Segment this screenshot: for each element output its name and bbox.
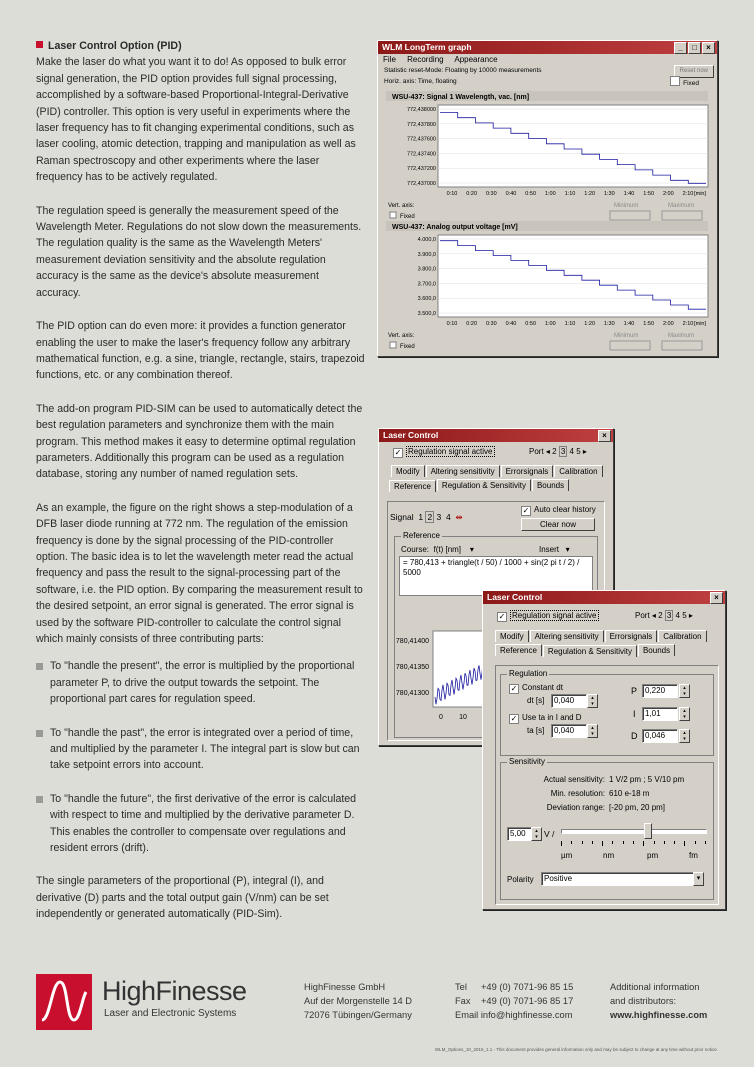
use-ta[interactable]: ✓ Use ta in I and D	[510, 713, 582, 723]
gain-field[interactable]: 5,00	[507, 827, 533, 841]
horiz-fixed-checkbox[interactable]	[670, 76, 680, 86]
clear-now-button[interactable]: Clear now	[521, 518, 595, 531]
x-tick-label: 0:10	[446, 191, 458, 197]
gray-square-icon	[36, 796, 43, 803]
graph-title-bar	[378, 41, 717, 54]
insert-dropdown[interactable]: Insert ▾	[539, 545, 570, 554]
sensitivity-slider[interactable]	[561, 821, 705, 851]
i-spinner[interactable]: ▴ ▾	[679, 707, 690, 721]
sensitivity-group: Sensitivity Actual sensitivity: 1 V/2 pm ; 5 V/10 pm Min. resolution: 610 e-18 m Deviation range: [-20 pm, 20 pm] 5,00 ▴ ▾ V / µm nm pm fm Polarity Positive ▾	[500, 762, 714, 900]
tab-modify[interactable]: Modify	[391, 465, 425, 477]
y-tick-label: 772,437200	[406, 166, 436, 173]
tab-calibration[interactable]: Calibration	[658, 630, 706, 642]
x-tick-label: 1:00	[544, 321, 556, 327]
brand-subtitle: Laser and Electronic Systems	[104, 1008, 237, 1019]
longterm-charts	[378, 87, 715, 351]
paragraph-intro: Make the laser do what you want it to do! As opposed to bulk error signal generation, the PID option provides full signal processing, accomplished by a software-based Proportional-Integral-Derivative (PID) controller. This option is very useful in experiments where the laser frequency has to fit changing experimental conditions, such as laser cooling, atomic detection, trapping and manipulation as well as Raman spectroscopy and other experiments where the laser frequency has to be actively regulated.	[36, 56, 356, 184]
slider-tick	[664, 841, 665, 844]
lc1-regulation-active[interactable]: ✓ Regulation signal active	[394, 447, 493, 457]
reset-now-button[interactable]: Reset now	[674, 65, 714, 78]
x-tick-label: 0:50	[525, 191, 537, 197]
slider-tick	[612, 841, 613, 844]
maximize-icon[interactable]: □	[688, 42, 701, 54]
gray-square-icon	[36, 730, 43, 737]
x-tick-label: 0:50	[525, 321, 537, 327]
ref-x-tick-label: 10	[459, 714, 467, 721]
lc1-reference-plot	[395, 627, 495, 737]
tab-errorsignals[interactable]: Errorsignals	[605, 630, 658, 642]
ta-field[interactable]: 0,040	[551, 724, 587, 738]
vert-axis-label: Vert. axis:	[388, 203, 415, 209]
plot-area	[438, 235, 708, 317]
tab-calibration[interactable]: Calibration	[554, 465, 602, 477]
tab-altering[interactable]: Altering sensitivity	[530, 630, 604, 642]
slider-tick	[633, 841, 634, 844]
y-tick-label: 772,437400	[406, 151, 436, 158]
vert-fixed-label: Fixed	[400, 344, 415, 350]
voltage-chart	[386, 221, 708, 350]
article-text	[36, 38, 366, 940]
tab-reference[interactable]: Reference	[389, 480, 436, 492]
longterm-graph-window	[377, 40, 718, 357]
lc2-regulation-checkbox[interactable]: ✓	[498, 612, 506, 621]
slider-tick	[571, 841, 572, 844]
vert-fixed-checkbox	[390, 212, 396, 218]
y-tick-label: 3.700,0	[417, 281, 436, 288]
red-square-icon	[36, 41, 43, 48]
lc2-title-bar: Laser Control ×	[483, 591, 725, 604]
slider-tick	[654, 841, 655, 844]
email-link[interactable]: Email info@highfinesse.com	[455, 1010, 573, 1020]
minimum-label: Minimum	[614, 203, 639, 209]
wavelength-chart	[386, 91, 708, 220]
minimize-icon[interactable]: _	[674, 42, 687, 54]
polarity-select[interactable]: Positive	[541, 872, 697, 886]
tab-errorsignals[interactable]: Errorsignals	[501, 465, 554, 477]
slider-tick	[684, 841, 685, 846]
course-formula-field[interactable]: = 780,413 + triangle(t / 50) / 1000 + sin(2 pi t / 2) / 5000	[399, 556, 593, 596]
y-tick-label: 772,437800	[406, 121, 436, 128]
tab-bounds[interactable]: Bounds	[532, 479, 569, 491]
maximum-field	[662, 341, 702, 350]
x-tick-label: 1:50	[643, 191, 655, 197]
vert-fixed-label: Fixed	[400, 214, 415, 220]
y-tick-label: 3.500,0	[417, 311, 436, 317]
d-spinner[interactable]: ▴ ▾	[679, 729, 690, 743]
info-block: Additional information and distributors: www.highfinesse.com	[610, 982, 708, 1020]
close-icon[interactable]: ×	[710, 592, 723, 604]
x-tick-label: 0:20	[466, 321, 478, 327]
ref-y-tick-label: 780,41300	[395, 690, 429, 697]
laser-control-window-2	[482, 590, 726, 910]
d-field[interactable]: 0,046	[642, 729, 678, 743]
x-tick-label: 0:20	[466, 191, 478, 197]
tab-bounds[interactable]: Bounds	[638, 644, 675, 656]
lc1-title-bar: Laser Control ×	[379, 429, 613, 442]
x-tick-label: 0:10	[446, 321, 458, 327]
dt-field[interactable]: 0,040	[551, 694, 587, 708]
reference-group: Reference Course: f(t) [nm] ▾ Insert ▾ = 780,413 + triangle(t / 50) / 1000 + sin(2 pi t / 2) / 5000 780,41400 780,41350 780,41300 0 10	[394, 536, 598, 738]
slider-tick	[623, 841, 624, 844]
chevron-down-icon[interactable]: ▾	[693, 872, 704, 886]
close-icon[interactable]: ×	[702, 42, 715, 54]
x-tick-label: 1:40	[623, 321, 635, 327]
chart-title: WSU-437: Analog output voltage [mV]	[392, 224, 518, 231]
constant-dt-checkbox[interactable]: ✓	[510, 684, 518, 693]
graph-title: WLM LongTerm graph	[382, 42, 472, 52]
fine-print: WLM_Options_10_2015_1.1 - This document provides general information only and may be subject to change at any time without prior notice.	[434, 1047, 718, 1052]
x-tick-label: 2:00	[662, 321, 674, 327]
x-tick-label: 1:20	[584, 191, 596, 197]
tab-altering[interactable]: Altering sensitivity	[426, 465, 500, 477]
x-tick-label: 0:30	[485, 321, 497, 327]
x-unit-label: [min]	[694, 321, 706, 327]
x-tick-label: 1:30	[603, 191, 615, 197]
slider-tick	[674, 841, 675, 844]
bullet-future: To "handle the future", the first derivative of the error is calculated with respect to time and multiplied by the derivative parameter D. This enables the controller to compensate over regulations and resident errors (drift).	[36, 791, 366, 857]
y-tick-label: 3.600,0	[417, 296, 436, 303]
footer	[0, 970, 754, 1030]
ref-x-tick-label: 0	[439, 714, 443, 721]
menu-appearance[interactable]: Appearance	[454, 55, 498, 64]
vert-fixed-checkbox	[390, 342, 396, 348]
ref-y-tick-label: 780,41350	[395, 664, 429, 671]
slider-scale: µm nm pm fm	[561, 851, 698, 860]
y-tick-label: 772,438000	[406, 107, 436, 113]
tab-reference[interactable]: Reference	[495, 644, 542, 656]
tab-regulation[interactable]: Regulation & Sensitivity	[543, 645, 637, 657]
contact-block: Tel +49 (0) 7071-96 85 15 Fax +49 (0) 7071-96 85 17 Email info@highfinesse.com	[455, 982, 574, 1020]
vert-axis-label: Vert. axis:	[388, 333, 415, 339]
lc1-port-selector[interactable]: Port ◂ 2 3 4 5 ▸	[529, 447, 587, 456]
tab-regulation[interactable]: Regulation & Sensitivity	[437, 479, 531, 491]
lc2-port-selector[interactable]: Port ◂ 2 3 4 5 ▸	[635, 611, 693, 620]
y-tick-label: 772,437000	[406, 181, 436, 187]
paragraph-parameters: The single parameters of the proportional (P), integral (I), and derivative (D) parts and the total output gain (V/nm) can be set independently or generated automatically (PID-Sim).	[36, 875, 329, 921]
i-field[interactable]: 1,01	[642, 707, 678, 721]
lc1-regulation-checkbox[interactable]: ✓	[394, 448, 402, 457]
x-tick-label: 1:10	[564, 321, 576, 327]
x-tick-label: 1:20	[584, 321, 596, 327]
x-tick-label: 2:10	[682, 191, 694, 197]
x-tick-label: 2:00	[662, 191, 674, 197]
minimum-field	[610, 211, 650, 220]
lc2-tab-panel	[495, 665, 719, 905]
x-tick-label: 1:10	[564, 191, 576, 197]
slider-tick	[705, 841, 706, 844]
bullet-present: To "handle the present", the error is multiplied by the proportional parameter P, to drive the output towards the setpoint. The proportional part cares for regulation speed.	[36, 658, 366, 707]
menu-bar	[378, 54, 717, 65]
gain-spinner[interactable]: ▴ ▾	[531, 827, 542, 841]
y-tick-label: 3.900,0	[417, 251, 436, 258]
maximum-label: Maximum	[668, 333, 695, 339]
brand-name: HighFinesse	[102, 976, 247, 1006]
minimum-field	[610, 341, 650, 350]
ta-spinner[interactable]: ▴ ▾	[587, 724, 598, 738]
highfinesse-logo-icon	[36, 974, 92, 1030]
y-tick-label: 772,437600	[406, 136, 436, 143]
y-tick-label: 3.800,0	[417, 266, 436, 273]
slider-tick	[561, 841, 562, 846]
tab-modify[interactable]: Modify	[495, 630, 529, 642]
bullet-past: To "handle the past", the error is integrated over a period of time, and multiplied by the parameter I. The integral part is slow but can take setpoint errors into account.	[36, 725, 366, 774]
maximum-field	[662, 211, 702, 220]
signal-arrows-icon[interactable]: ⇹	[455, 512, 463, 522]
x-tick-label: 0:30	[485, 191, 497, 197]
regulation-group: Regulation ✓ Constant dt dt [s] 0,040 ▴ ▾ ✓ Use ta in I and D ta [s] 0,040 ▴ ▾ P 0,220 ▴ ▾ I 1,01 ▴ ▾ D 0,046 ▴ ▾	[500, 674, 714, 756]
dt-spinner[interactable]: ▴ ▾	[587, 694, 598, 708]
statistic-row: Statistic reset-Mode: Floating by 10000 measurements Reset now	[378, 65, 717, 76]
x-unit-label: [min]	[694, 191, 706, 197]
paragraph-speed: The regulation speed is generally the measurement speed of the Wavelength Meter. Regulations do not slow down the measurements. The regulation quality is the same as the Wavelength Meters' measurement deviation sensitivity and the absolute regulation accuracy is the same as the device's absolute measurement accuracy.	[36, 204, 362, 299]
lc2-tabs-top	[483, 630, 725, 644]
horiz-fixed[interactable]: Fixed	[670, 76, 699, 89]
slider-thumb[interactable]	[644, 823, 652, 839]
slider-tick	[643, 841, 644, 846]
constant-dt[interactable]: ✓ Constant dt	[510, 683, 563, 693]
menu-file[interactable]: File	[383, 55, 396, 64]
x-tick-label: 1:00	[544, 191, 556, 197]
lc1-tabs-top	[379, 465, 613, 479]
slider-tick	[602, 841, 603, 846]
minimum-label: Minimum	[614, 333, 639, 339]
website-link[interactable]: www.highfinesse.com	[610, 1010, 708, 1020]
horiz-axis-row: Horiz. axis: Time, floating Fixed	[384, 78, 699, 87]
paragraph-example: As an example, the figure on the right shows a step-modulation of a DFB laser diode running at 772 nm. The regulation of the emission frequency is done by the signal processing of the PID-controller option. The basic idea is to let the wavelength meter read the actual frequency and pass the result to the signal-processing part of the software, i.e. the PID option. By comparing the measurement result to the desired setpoint, an error signal is generated. The error signal is used by the software PID-controller to calculate the control signal which mainly consists of three contributing parts:	[36, 501, 363, 645]
p-spinner[interactable]: ▴ ▾	[679, 684, 690, 698]
x-tick-label: 0:40	[505, 191, 517, 197]
lc1-tab-panel: Signal 1 2 3 4 ⇹ ✓ Auto clear history Clear now Reference Course: f(t) [nm] ▾ Insert ▾ = 780,413 + triangle(t / 50) / 1000 + sin(2 pi t / 2) / 5000 780,41400 780,41350 780,41300 0 10	[387, 501, 605, 741]
maximum-label: Maximum	[668, 203, 695, 209]
lc1-auto-clear[interactable]: ✓ Auto clear history	[522, 505, 596, 515]
lc1-auto-clear-checkbox[interactable]: ✓	[522, 506, 530, 515]
menu-recording[interactable]: Recording	[407, 55, 444, 64]
paragraph-pid-sim: The add-on program PID-SIM can be used to automatically detect the best regulation parameters and synchronize them with the main program. This method makes it easy to determine optimal regulation parameters. Additionally this program can be used as a regulation database, storing any number of named regulation sets.	[36, 402, 363, 481]
paragraph-function-generator: The PID option can do even more: it provides a function generator enabling the user to make the laser's frequency follow any arbitrary mathematical function, e.g. a sine, triangle, rectangle, stairs, trapezoid functions, etc. or any combination thereof.	[36, 320, 365, 382]
x-tick-label: 1:50	[643, 321, 655, 327]
y-tick-label: 4.000,0	[417, 237, 436, 243]
x-tick-label: 1:30	[603, 321, 615, 327]
lc1-tabs-bottom	[379, 479, 613, 493]
x-tick-label: 0:40	[505, 321, 517, 327]
slider-tick	[592, 841, 593, 844]
chart-title: WSU-437: Signal 1 Wavelength, vac. [nm]	[392, 94, 530, 101]
x-tick-label: 1:40	[623, 191, 635, 197]
ref-y-tick-label: 780,41400	[395, 638, 429, 645]
section-heading: Laser Control Option (PID)	[36, 38, 366, 54]
close-icon[interactable]: ×	[598, 430, 611, 442]
use-ta-checkbox[interactable]: ✓	[510, 714, 518, 723]
p-field[interactable]: 0,220	[642, 684, 678, 698]
lc2-regulation-active[interactable]: ✓ Regulation signal active	[498, 611, 597, 621]
slider-tick	[695, 841, 696, 844]
slider-tick	[582, 841, 583, 844]
address-block: HighFinesse GmbH Auf der Morgenstelle 14 D 72076 Tübingen/Germany	[304, 982, 413, 1020]
gray-square-icon	[36, 663, 43, 670]
lc2-tabs-bottom	[483, 644, 725, 658]
x-tick-label: 2:10	[682, 321, 694, 327]
